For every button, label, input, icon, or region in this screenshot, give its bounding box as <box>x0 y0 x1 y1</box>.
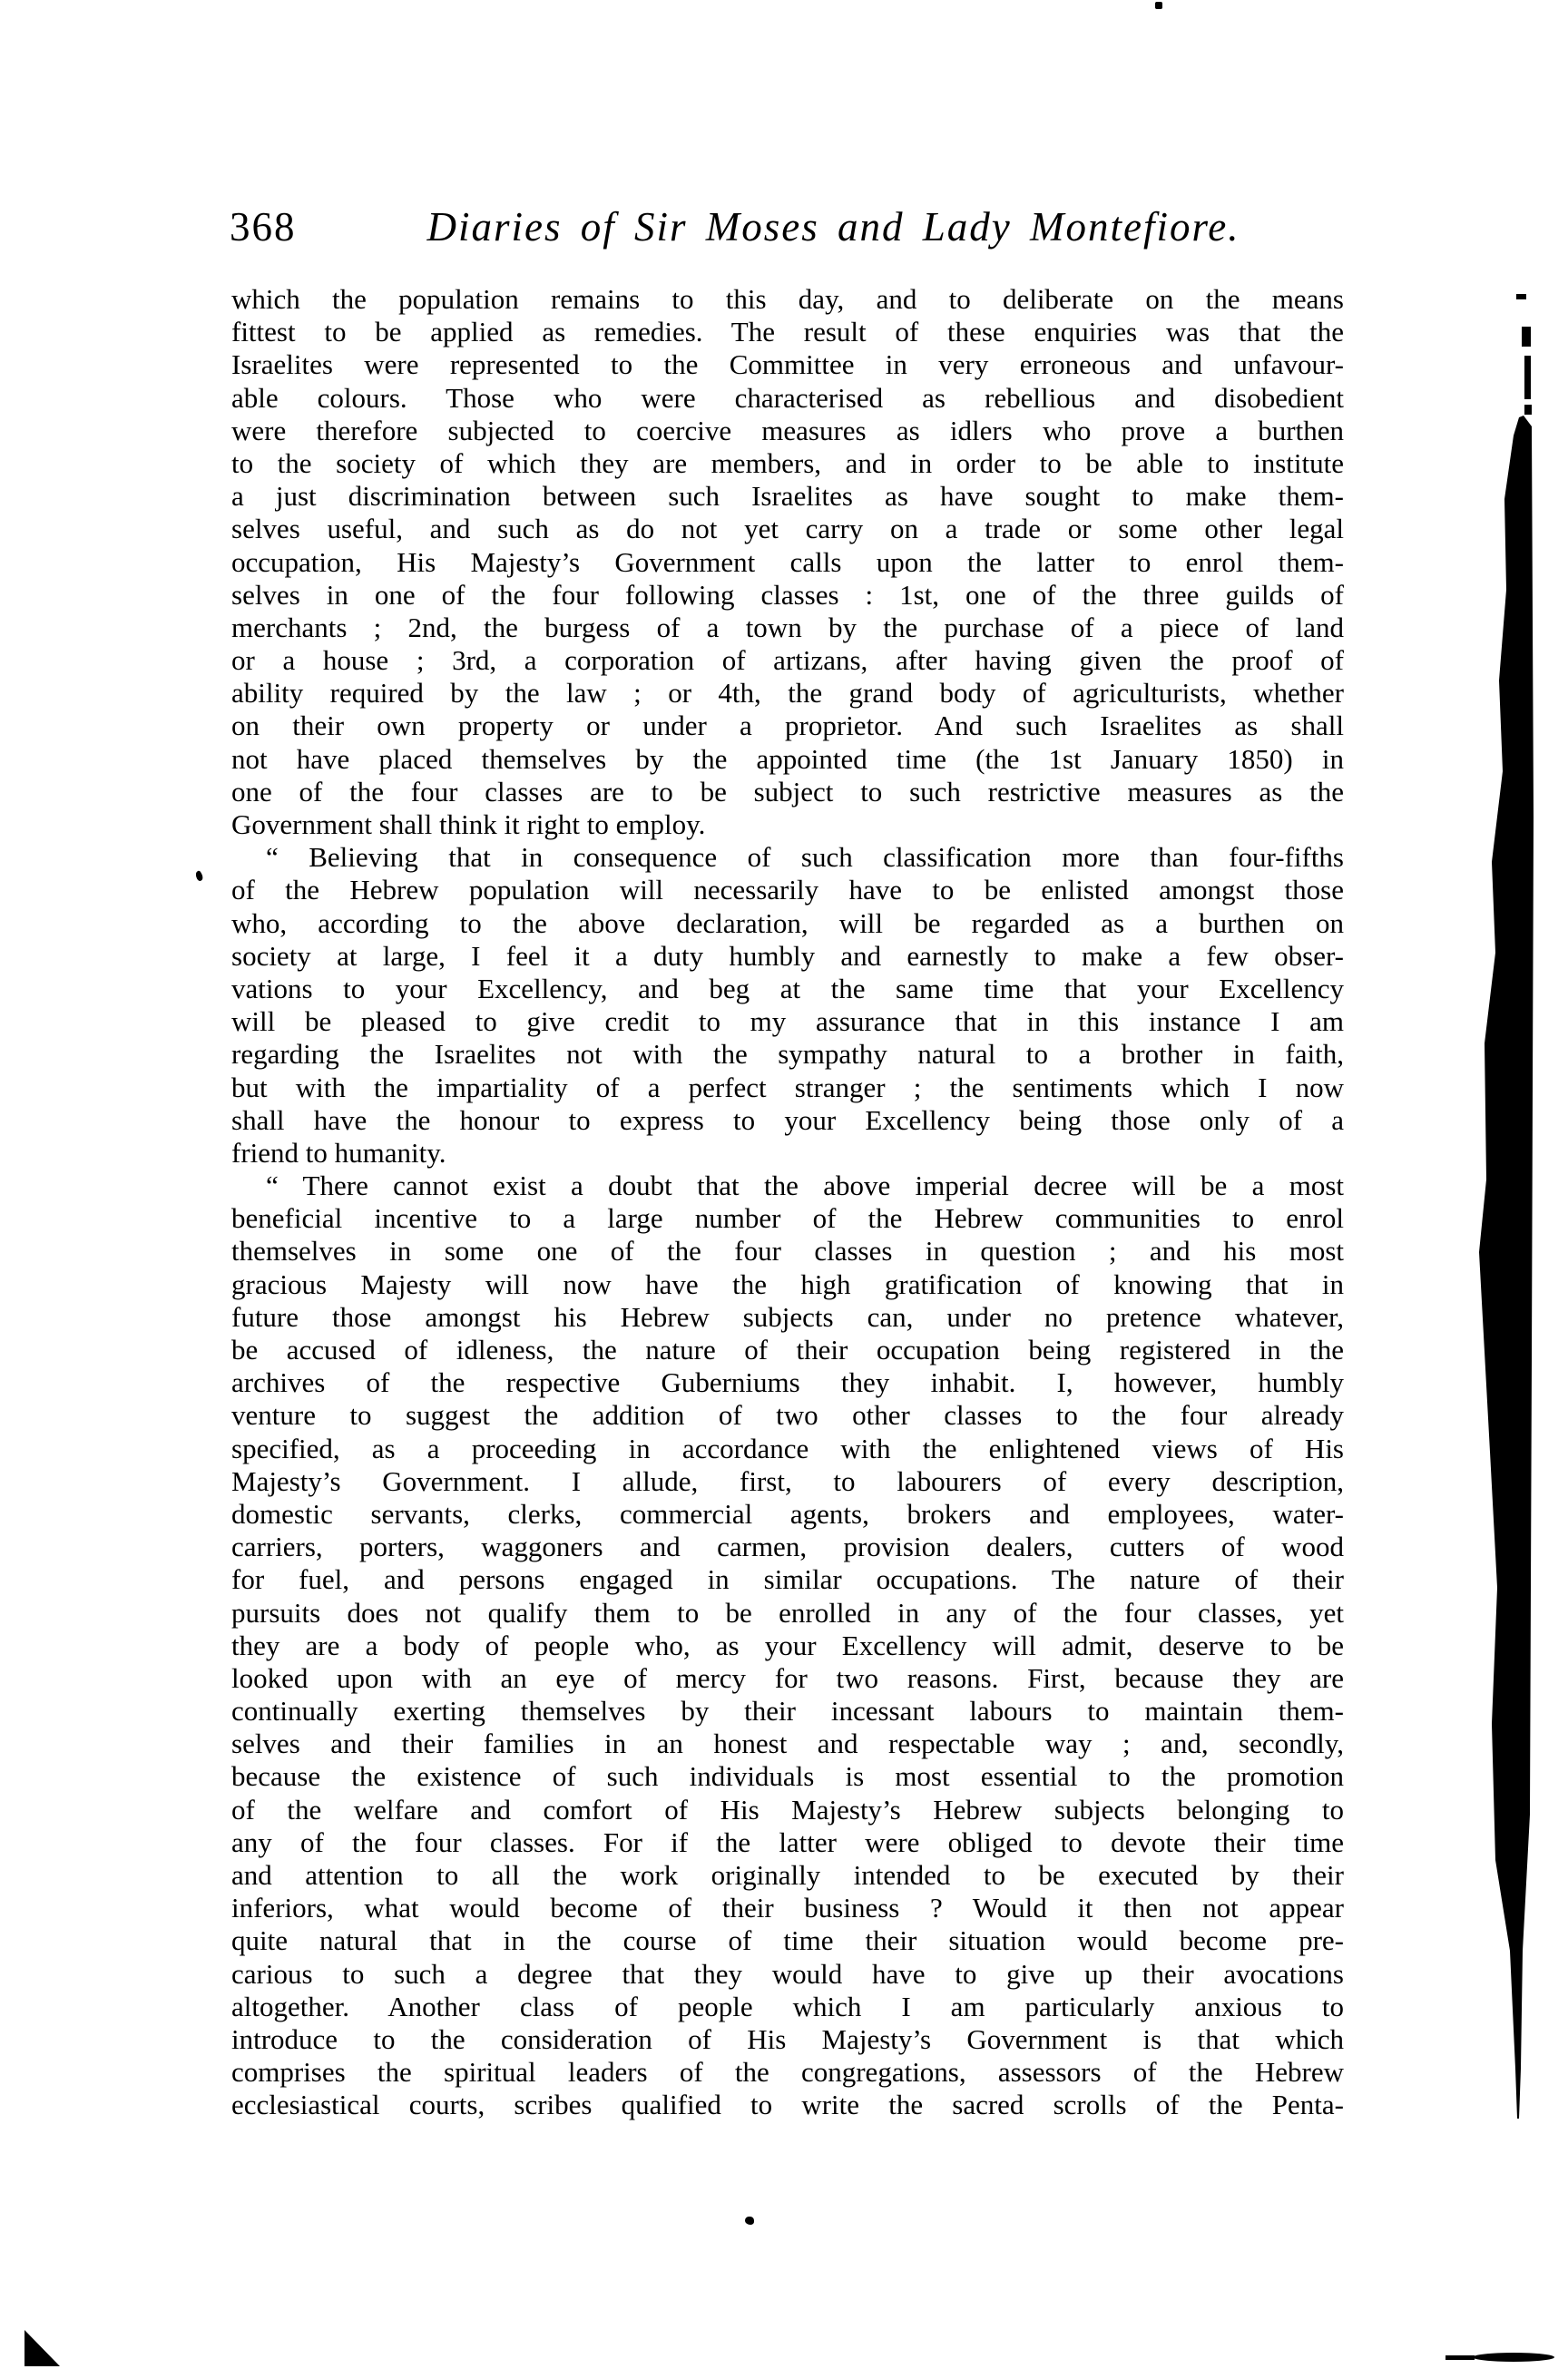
scan-tick-left-margin <box>194 870 204 882</box>
text-line: merchants ; 2nd, the burgess of a town by the purchase of a piece of land <box>231 611 1344 643</box>
text-line: selves in one of the four following classes : 1st, one of the three guilds of <box>231 578 1344 611</box>
text-line: they are a body of people who, as your Excellency will admit, deserve to be <box>231 1629 1344 1661</box>
text-line: Government shall think it right to employ. <box>231 808 706 840</box>
scan-corner-triangle <box>24 2330 60 2366</box>
scan-speck-top <box>1155 2 1162 9</box>
text-line: beneficial incentive to a large number of the Hebrew communities to enrol <box>231 1202 1344 1235</box>
text-line: ability required by the law ; or 4th, the grand body of agriculturists, whether <box>231 677 1344 710</box>
text-line: society at large, I feel it a duty humbly and earnestly to make a few obser- <box>231 939 1344 972</box>
text-block <box>231 283 1344 2122</box>
text-line: Majesty’s Government. I allude, first, to labourers of every description, <box>231 1464 1344 1497</box>
text-line: Israelites were represented to the Committee in very erroneous and unfavour- <box>231 348 1344 381</box>
text-line: to the society of which they are members, and in order to be able to institute <box>231 446 1344 479</box>
text-line: one of the four classes are to be subject to such restrictive measures as the <box>231 775 1344 808</box>
text-line: quite natural that in the course of time their situation would become pre- <box>231 1924 1344 1957</box>
text-line: regarding the Israelites not with the sympathy natural to a brother in faith, <box>231 1038 1344 1071</box>
text-line: themselves in some one of the four classes in question ; and his most <box>231 1235 1344 1268</box>
text-line: gracious Majesty will now have the high gratification of knowing that in <box>231 1268 1344 1300</box>
text-line: not have placed themselves by the appointed time (the 1st January 1850) in <box>231 742 1344 775</box>
text-line: but with the impartiality of a perfect stranger ; the sentiments which I now <box>231 1071 1344 1103</box>
text-line: on their own property or under a proprietor. And such Israelites as shall <box>231 710 1344 742</box>
text-line: domestic servants, clerks, commercial agents, brokers and employees, water- <box>231 1497 1344 1530</box>
text-line: which the population remains to this day, and to deliberate on the means <box>231 283 1344 315</box>
text-line: introduce to the consideration of His Majesty’s Government is that which <box>231 2022 1344 2055</box>
text-line: selves and their families in an honest and respectable way ; and, secondly, <box>231 1728 1344 1760</box>
text-line: venture to suggest the addition of two other classes to the four already <box>231 1399 1344 1432</box>
scan-right-edge-streak <box>1416 272 1568 2369</box>
text-line: comprises the spiritual leaders of the congregations, assessors of the Hebrew <box>231 2056 1344 2089</box>
text-line: altogether. Another class of people which I am particularly anxious to <box>231 1990 1344 2022</box>
text-line: specified, as a proceeding in accordance with the enlightened views of His <box>231 1432 1344 1464</box>
text-line: future those amongst his Hebrew subjects can, under no pretence whatever, <box>231 1300 1344 1333</box>
text-line: of the Hebrew population will necessarily have to be enlisted amongst those <box>231 874 1344 906</box>
text-line: were therefore subjected to coercive measures as idlers who prove a burthen <box>231 414 1344 446</box>
text-line: of the welfare and comfort of His Majesty’s Hebrew subjects belonging to <box>231 1793 1344 1826</box>
paragraph-1 <box>231 283 1344 841</box>
paragraph-3 <box>231 1170 1344 2121</box>
running-title: Diaries of Sir Moses and Lady Montefiore. <box>426 204 1240 250</box>
text-line: vations to your Excellency, and beg at the same time that your Excellency <box>231 972 1344 1004</box>
text-line: able colours. Those who were characterised as rebellious and disobedient <box>231 381 1344 414</box>
text-line: carriers, porters, waggoners and carmen, provision dealers, cutters of wood <box>231 1531 1344 1563</box>
text-line: will be pleased to give credit to my assurance that in this instance I am <box>231 1005 1344 1038</box>
text-line: fittest to be applied as remedies. The result of these enquiries was that the <box>231 316 1344 348</box>
text-line: carious to such a degree that they would have to give up their avocations <box>231 1957 1344 1990</box>
text-line: ecclesiastical courts, scribes qualified to write the sacred scrolls of the Penta- <box>231 2089 1344 2121</box>
text-line: archives of the respective Guberniums they inhabit. I, however, humbly <box>231 1366 1344 1399</box>
text-line: selves useful, and such as do not yet carry on a trade or some other legal <box>231 513 1344 545</box>
text-line: “ Believing that in consequence of such classification more than four-fifths <box>266 841 1344 874</box>
running-head <box>230 203 1346 250</box>
text-line: shall have the honour to express to your Excellency being those only of a <box>231 1103 1344 1136</box>
text-line: be accused of idleness, the nature of their occupation being registered in the <box>231 1334 1344 1366</box>
paragraph-2 <box>231 841 1344 1170</box>
text-line: a just discrimination between such Israelites as have sought to make them- <box>231 480 1344 513</box>
page-number: 368 <box>230 204 297 250</box>
text-line: or a house ; 3rd, a corporation of artizans, after having given the proof of <box>231 644 1344 677</box>
text-line: and attention to all the work originally intended to be executed by their <box>231 1859 1344 1891</box>
text-line: occupation, His Majesty’s Government calls upon the latter to enrol them- <box>231 545 1344 578</box>
text-line: for fuel, and persons engaged in similar occupations. The nature of their <box>231 1563 1344 1596</box>
text-line: because the existence of such individuals is most essential to the promotion <box>231 1760 1344 1793</box>
text-line: continually exerting themselves by their incessant labours to maintain them- <box>231 1695 1344 1728</box>
text-line: who, according to the above declaration, will be regarded as a burthen on <box>231 906 1344 939</box>
text-line: any of the four classes. For if the latter were obliged to devote their time <box>231 1826 1344 1858</box>
text-line: inferiors, what would become of their business ? Would it then not appear <box>231 1892 1344 1924</box>
text-line: pursuits does not qualify them to be enrolled in any of the four classes, yet <box>231 1596 1344 1629</box>
scan-dot-bottom <box>745 2217 754 2225</box>
text-line: friend to humanity. <box>231 1136 446 1169</box>
text-line: looked upon with an eye of mercy for two reasons. First, because they are <box>231 1661 1344 1694</box>
text-line: “ There cannot exist a doubt that the above imperial decree will be a most <box>266 1170 1344 1202</box>
